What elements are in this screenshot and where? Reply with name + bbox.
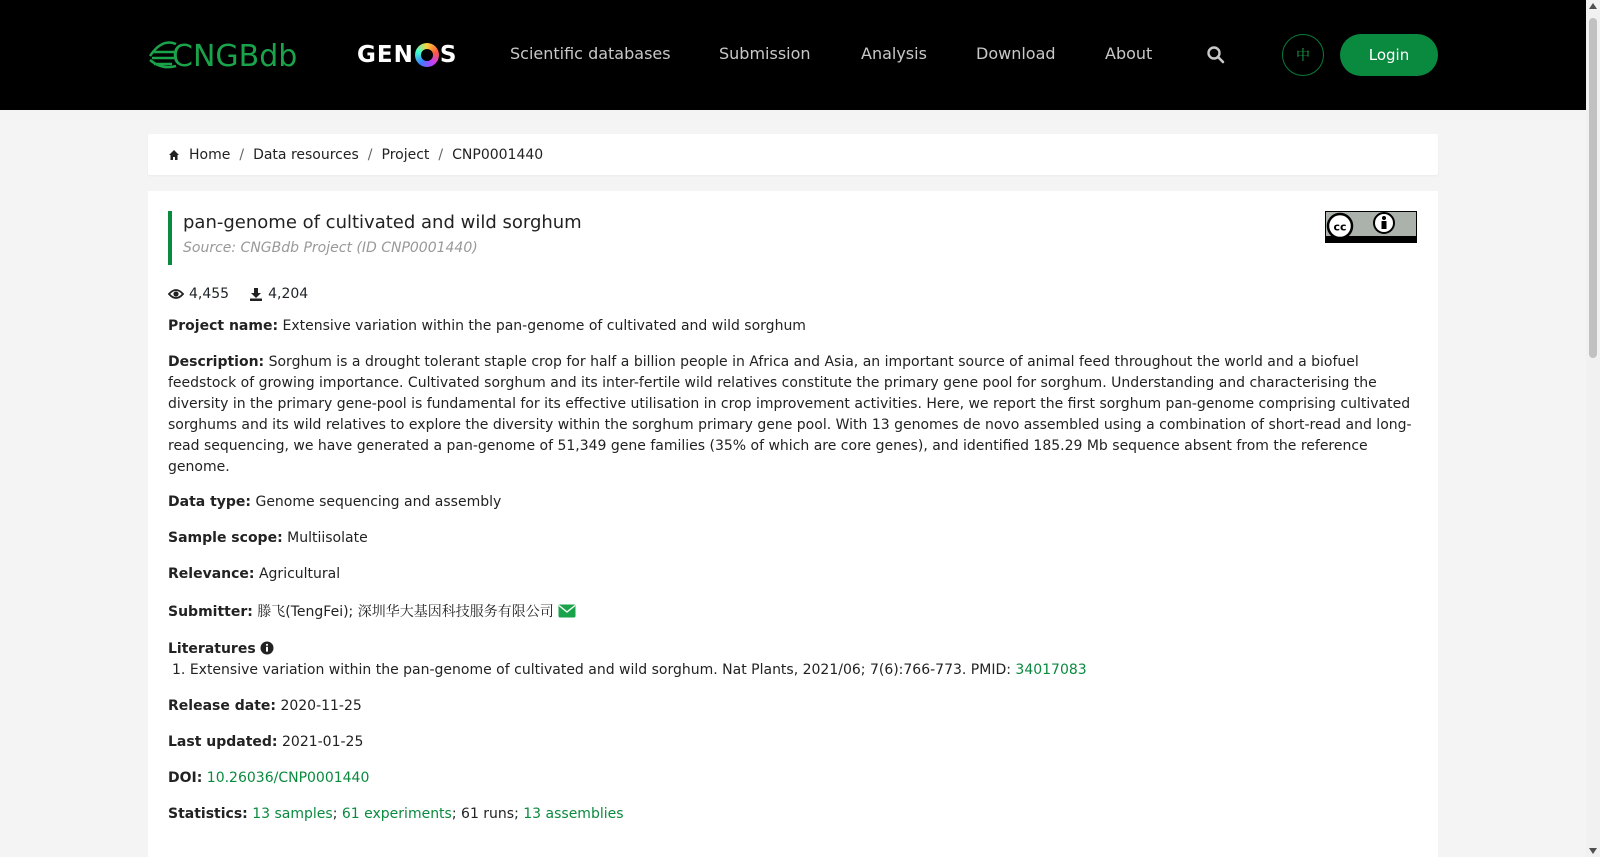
nav-submission[interactable]: Submission (719, 44, 811, 63)
sample-scope-value: Multiisolate (287, 530, 368, 546)
project-name-value: Extensive variation within the pan-genome of cultivated and wild sorghum (282, 318, 806, 334)
nav-about[interactable]: About (1105, 44, 1153, 63)
last-updated-value: 2021-01-25 (282, 734, 364, 750)
literature-item (172, 660, 1427, 681)
doi-label: DOI: (168, 770, 203, 786)
breadcrumb-separator: / (367, 146, 373, 163)
description-row (168, 352, 1423, 478)
downloads-value: 4,204 (268, 286, 309, 302)
top-navbar (0, 0, 1586, 110)
literature-number: 1. (172, 662, 186, 678)
data-type-label: Data type: (168, 494, 252, 510)
submitter-label: Submitter: (168, 604, 253, 620)
doi-row (168, 768, 1423, 789)
eye-icon (168, 288, 184, 300)
cngbdb-logo-text: CNGBdb (172, 39, 298, 74)
statistics-label: Statistics: (168, 806, 248, 822)
scroll-down-arrow-icon[interactable] (1589, 848, 1597, 854)
data-type-row (168, 492, 1423, 513)
svg-text:cc: cc (1333, 220, 1347, 234)
doi-link[interactable]: 10.26036/CNP0001440 (206, 770, 370, 786)
sample-scope-row (168, 528, 1423, 549)
relevance-label: Relevance: (168, 566, 255, 582)
literature-citation: Extensive variation within the pan-genome of cultivated and wild sorghum. Nat Plants, 2021/06; 7(6):766-773. PMID: (189, 662, 1011, 678)
view-download-counts (168, 286, 308, 302)
scroll-up-arrow-icon[interactable] (1589, 3, 1597, 9)
literatures-label: Literatures (168, 641, 256, 657)
breadcrumb (148, 134, 1438, 175)
release-date-value: 2020-11-25 (280, 698, 362, 714)
data-type-value: Genome sequencing and assembly (255, 494, 502, 510)
title-block (168, 211, 582, 265)
samples-link[interactable]: 13 samples (252, 806, 333, 822)
cngbdb-logo[interactable] (148, 36, 308, 74)
description-text: Sorghum is a drought tolerant staple crop for half a billion people in Africa and Asia, an important source of animal feed throughout the world and a biofuel feedstock of growing importance. Cultivated sorghum and its inter-fertile wild relatives constitute the primary gene pool for sorghum. Understanding and characterising the diversity in the primary gene-pool is fundamental for its effective utilisation in crop improvement activities. Here, we report the first sorghum pan-genome comprising cultivated sorghums and its wild relatives to explore the diversity within the sorghum primary gene pool. With 13 genomes de novo assembled using a combination of short-read and long-read sequencing, we have generated a pan-genome of 51,349 gene families (35% of which are core genes), and identified 185.29 Mb sequence absent from the reference genome. (168, 354, 1412, 475)
breadcrumb-current-id: CNP0001440 (452, 146, 544, 163)
home-icon[interactable] (168, 149, 180, 161)
source-subtitle: Source: CNGBdb Project (ID CNP0001440) (183, 240, 478, 256)
last-updated-row (168, 732, 1423, 753)
downloads-count (249, 286, 308, 302)
scroll-thumb[interactable] (1589, 18, 1597, 358)
envelope-icon[interactable] (558, 604, 576, 618)
pmid-link[interactable]: 34017083 (1015, 662, 1087, 678)
genos-o-mark (415, 43, 439, 67)
download-icon (249, 287, 263, 301)
relevance-row (168, 564, 1423, 585)
assemblies-link[interactable]: 13 assemblies (523, 806, 624, 822)
nav-analysis[interactable]: Analysis (861, 44, 927, 63)
views-value: 4,455 (189, 286, 230, 302)
cc-by-license-badge-icon[interactable] (1325, 211, 1417, 243)
nav-download[interactable]: Download (976, 44, 1056, 63)
genos-logo[interactable]: GEN S (357, 42, 458, 68)
submitter-value: 滕飞(TengFei); 深圳华大基因科技服务有限公司 (257, 604, 554, 620)
runs-count: 61 runs (461, 806, 515, 822)
page-title: pan-genome of cultivated and wild sorghum (183, 212, 582, 233)
release-date-row (168, 696, 1423, 717)
search-icon[interactable] (1206, 45, 1226, 65)
sample-scope-label: Sample scope: (168, 530, 283, 546)
statistics-row: Statistics: 13 samples; 61 experiments; 61 runs; 13 assemblies (168, 806, 624, 822)
release-date-label: Release date: (168, 698, 276, 714)
last-updated-label: Last updated: (168, 734, 278, 750)
info-icon[interactable] (260, 641, 274, 655)
views-count (168, 286, 229, 302)
breadcrumb-home[interactable]: Home (189, 146, 231, 163)
breadcrumb-separator: / (239, 146, 245, 163)
breadcrumb-project[interactable]: Project (381, 146, 430, 163)
breadcrumb-data-resources[interactable]: Data resources (253, 146, 359, 163)
language-toggle-button[interactable]: 中 (1282, 34, 1324, 76)
literatures-section (168, 639, 1423, 660)
nav-scientific-databases[interactable]: Scientific databases (510, 44, 671, 63)
project-name-row (168, 316, 1423, 337)
breadcrumb-separator: / (438, 146, 444, 163)
project-name-label: Project name: (168, 318, 279, 334)
relevance-value: Agricultural (258, 566, 341, 582)
description-label: Description: (168, 354, 265, 370)
page-scrollbar[interactable] (1586, 0, 1600, 857)
submitter-row (168, 602, 1423, 623)
project-detail-card (148, 191, 1438, 857)
login-button[interactable]: Login (1340, 34, 1438, 76)
experiments-link[interactable]: 61 experiments (341, 806, 452, 822)
